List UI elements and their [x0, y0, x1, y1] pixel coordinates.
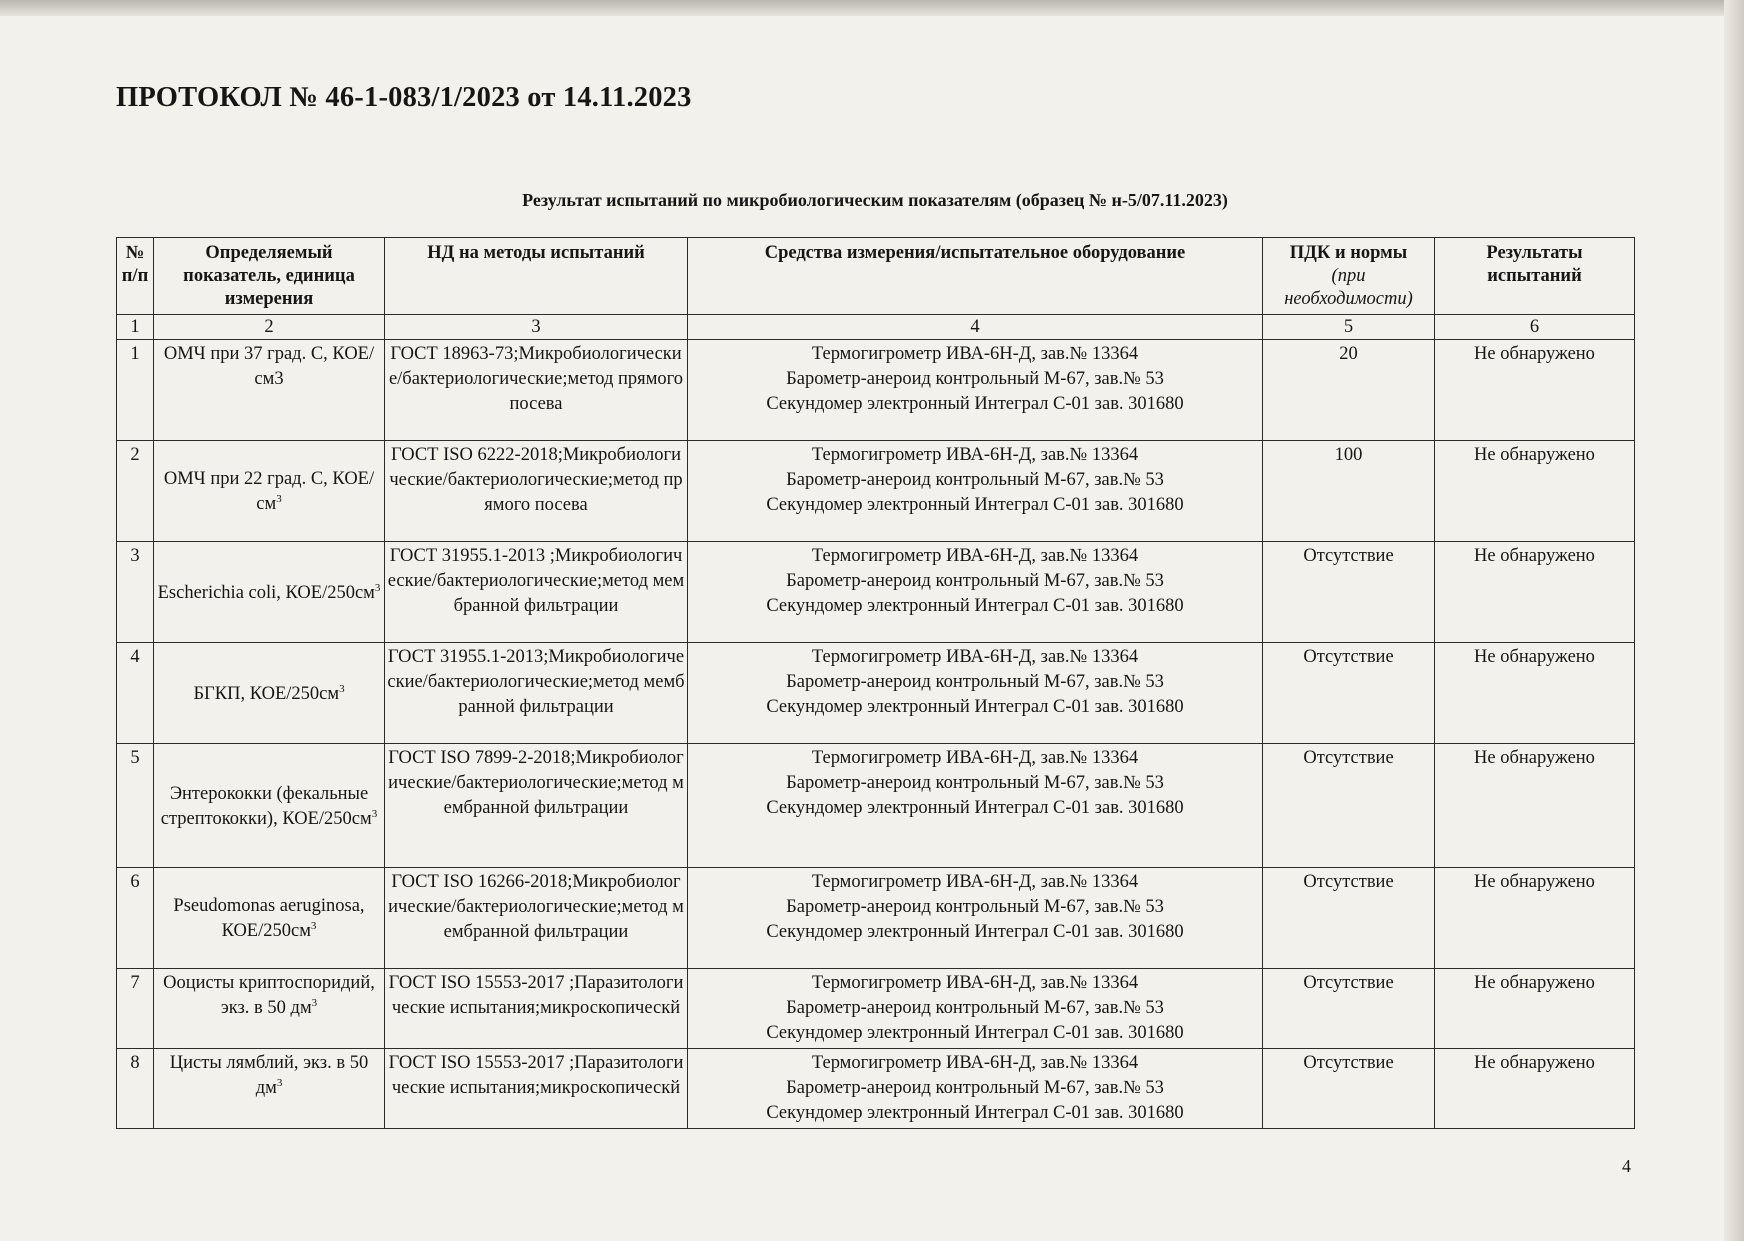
header-norms [1263, 238, 1435, 315]
parameter-unit-superscript: 3 [371, 807, 378, 820]
parameter-text: Энтерококки (фекальные стрептококки), КОЕ/250см [160, 783, 372, 829]
equipment-cell [688, 868, 1263, 969]
scan-right-edge [1724, 0, 1744, 1241]
method-cell: ГОСТ ISO 7899-2-2018;Микробиологические/бактериологические;метод мембранной фильтрации [385, 744, 688, 868]
method-cell: ГОСТ ISO 6222-2018;Микробиологические/бактериологические;метод прямого посева [385, 441, 688, 542]
result-cell: Не обнаружено [1435, 542, 1635, 643]
parameter-text: Цисты лямблий, экз. в 50 дм [169, 1053, 369, 1098]
equipment-line: Секундомер электронный Интеграл С-01 зав. 301680 [766, 697, 1184, 717]
header-norms-note: (при необходимости) [1284, 266, 1413, 309]
header-norms-main: ПДК и нормы [1289, 243, 1408, 263]
parameter-cell [154, 542, 385, 643]
equipment-line: Барометр-анероид контрольный М-67, зав.№ 53 [786, 672, 1164, 692]
parameter-unit-superscript: 3 [339, 682, 345, 695]
equipment-line: Секундомер электронный Интеграл С-01 зав. 301680 [766, 922, 1184, 942]
equipment-line: Барометр-анероид контрольный М-67, зав.№ 53 [786, 773, 1164, 793]
equipment-line: Барометр-анероид контрольный М-67, зав.№ 53 [786, 470, 1164, 490]
parameter-unit-superscript: 3 [374, 581, 381, 594]
method-cell: ГОСТ 18963-73;Микробиологические/бактериологические;метод прямого посева [385, 340, 688, 441]
equipment-line: Термогигрометр ИВА-6Н-Д, зав.№ 13364 [811, 973, 1139, 993]
parameter-text: ОМЧ при 22 град. С, КОЕ/см [163, 469, 375, 514]
equipment-line: Термогигрометр ИВА-6Н-Д, зав.№ 13364 [811, 748, 1139, 768]
norm-cell: Отсутствие [1263, 542, 1435, 643]
result-cell: Не обнаружено [1435, 969, 1635, 1049]
row-number: 8 [117, 1049, 154, 1129]
equipment-line: Секундомер электронный Интеграл С-01 зав. 301680 [766, 1023, 1184, 1043]
col-number: 6 [1435, 315, 1635, 340]
equipment-cell [688, 441, 1263, 542]
parameter-text: Pseudomonas aeruginosa, КОЕ/250см [173, 896, 365, 941]
parameter-unit-superscript: 3 [311, 996, 318, 1009]
parameter-cell [154, 1049, 385, 1129]
method-cell: ГОСТ ISO 15553-2017 ;Паразитологические испытания;микроскопическй [385, 969, 688, 1049]
results-table [116, 237, 1635, 1129]
norm-cell: Отсутствие [1263, 643, 1435, 744]
equipment-line: Барометр-анероид контрольный М-67, зав.№ 53 [786, 998, 1164, 1018]
header-method: НД на методы испытаний [385, 238, 688, 315]
row-number: 6 [117, 868, 154, 969]
norm-cell: 100 [1263, 441, 1435, 542]
equipment-cell [688, 340, 1263, 441]
table-row [117, 744, 1635, 868]
parameter-cell [154, 744, 385, 868]
equipment-cell [688, 1049, 1263, 1129]
page-number: 4 [1622, 1156, 1631, 1176]
equipment-line: Термогигрометр ИВА-6Н-Д, зав.№ 13364 [811, 445, 1139, 465]
norm-cell: Отсутствие [1263, 868, 1435, 969]
parameter-cell [154, 969, 385, 1049]
result-cell: Не обнаружено [1435, 868, 1635, 969]
header-num: № п/п [117, 238, 154, 315]
method-cell: ГОСТ ISO 15553-2017 ;Паразитологические испытания;микроскопическй [385, 1049, 688, 1129]
header-results: Результаты испытаний [1435, 238, 1635, 315]
equipment-line: Секундомер электронный Интеграл С-01 зав. 301680 [766, 394, 1184, 414]
result-cell: Не обнаружено [1435, 643, 1635, 744]
parameter-unit-superscript: 3 [276, 1076, 283, 1089]
equipment-line: Барометр-анероид контрольный М-67, зав.№ 53 [786, 897, 1164, 917]
equipment-line: Барометр-анероид контрольный М-67, зав.№ 53 [786, 369, 1164, 389]
equipment-line: Термогигрометр ИВА-6Н-Д, зав.№ 13364 [811, 647, 1139, 667]
equipment-line: Термогигрометр ИВА-6Н-Д, зав.№ 13364 [811, 1053, 1139, 1073]
parameter-cell [154, 643, 385, 744]
result-cell: Не обнаружено [1435, 340, 1635, 441]
row-number: 2 [117, 441, 154, 542]
parameter-cell [154, 441, 385, 542]
parameter-cell [154, 340, 385, 441]
equipment-line: Секундомер электронный Интеграл С-01 зав. 301680 [766, 798, 1184, 818]
equipment-line: Секундомер электронный Интеграл С-01 зав. 301680 [766, 495, 1184, 515]
header-equipment: Средства измерения/испытательное оборудование [688, 238, 1263, 315]
protocol-title: ПРОТОКОЛ № 46-1-083/1/2023 от 14.11.2023 [116, 82, 692, 113]
norm-cell: Отсутствие [1263, 969, 1435, 1049]
norm-cell: Отсутствие [1263, 1049, 1435, 1129]
equipment-line: Термогигрометр ИВА-6Н-Д, зав.№ 13364 [811, 872, 1139, 892]
row-number: 7 [117, 969, 154, 1049]
method-cell: ГОСТ 31955.1-2013 ;Микробиологические/бактериологические;метод мембранной фильтрации [385, 542, 688, 643]
result-cell: Не обнаружено [1435, 1049, 1635, 1129]
parameter-text: Escherichia coli, КОЕ/250см [157, 582, 375, 603]
table-header-row [117, 238, 1635, 315]
result-cell: Не обнаружено [1435, 744, 1635, 868]
header-parameter: Определяемый показатель, единица измерения [154, 238, 385, 315]
table-row [117, 441, 1635, 542]
col-number: 4 [688, 315, 1263, 340]
equipment-cell [688, 542, 1263, 643]
norm-cell: 20 [1263, 340, 1435, 441]
parameter-text: БГКП, КОЕ/250см [193, 683, 340, 704]
row-number: 1 [117, 340, 154, 441]
col-number: 3 [385, 315, 688, 340]
table-row [117, 969, 1635, 1049]
parameter-cell [154, 868, 385, 969]
equipment-line: Секундомер электронный Интеграл С-01 зав. 301680 [766, 596, 1184, 616]
method-cell: ГОСТ ISO 16266-2018;Микробиологические/бактериологические;метод мембранной фильтрации [385, 868, 688, 969]
equipment-cell [688, 643, 1263, 744]
row-number: 4 [117, 643, 154, 744]
table-row [117, 542, 1635, 643]
table-row [117, 868, 1635, 969]
table-row [117, 340, 1635, 441]
parameter-text: ОМЧ при 37 град. С, КОЕ/см3 [163, 344, 375, 389]
equipment-cell [688, 969, 1263, 1049]
row-number: 3 [117, 542, 154, 643]
scan-top-edge [0, 0, 1744, 16]
method-cell: ГОСТ 31955.1-2013;Микробиологические/бактериологические;метод мембранной фильтрации [385, 643, 688, 744]
norm-cell: Отсутствие [1263, 744, 1435, 868]
equipment-line: Термогигрометр ИВА-6Н-Д, зав.№ 13364 [811, 344, 1139, 364]
parameter-text: Ооцисты криптоспоридий, экз. в 50 дм [163, 973, 375, 1018]
col-number: 5 [1263, 315, 1435, 340]
col-number: 1 [117, 315, 154, 340]
row-number: 5 [117, 744, 154, 868]
result-cell: Не обнаружено [1435, 441, 1635, 542]
column-number-row [117, 315, 1635, 340]
equipment-line: Барометр-анероид контрольный М-67, зав.№ 53 [786, 571, 1164, 591]
equipment-line: Термогигрометр ИВА-6Н-Д, зав.№ 13364 [811, 546, 1139, 566]
table-caption: Результат испытаний по микробиологическим показателям (образец № н-5/07.11.2023) [522, 190, 1228, 210]
table-row [117, 1049, 1635, 1129]
col-number: 2 [154, 315, 385, 340]
parameter-unit-superscript: 3 [276, 492, 282, 505]
equipment-line: Секундомер электронный Интеграл С-01 зав. 301680 [766, 1103, 1184, 1123]
equipment-cell [688, 744, 1263, 868]
equipment-line: Барометр-анероид контрольный М-67, зав.№ 53 [786, 1078, 1164, 1098]
parameter-unit-superscript: 3 [310, 919, 317, 932]
table-row [117, 643, 1635, 744]
